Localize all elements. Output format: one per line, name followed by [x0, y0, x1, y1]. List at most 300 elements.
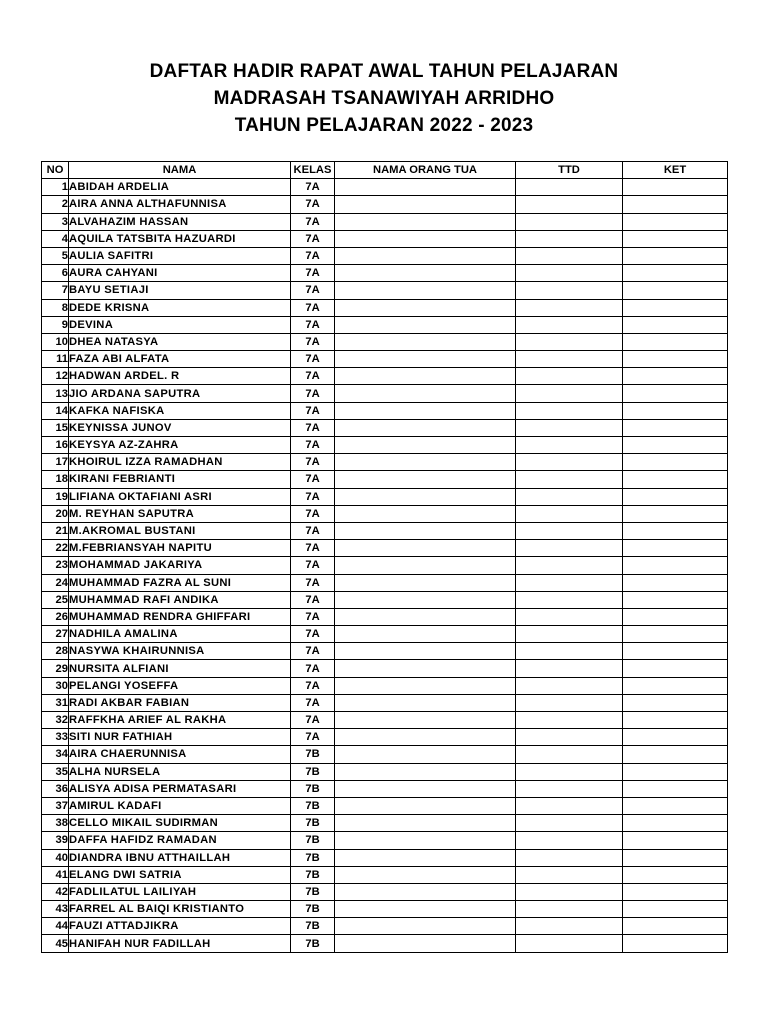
- cell-nama-orang-tua: [335, 849, 516, 866]
- cell-nama-orang-tua: [335, 901, 516, 918]
- table-row: [42, 213, 728, 230]
- cell-nama-orang-tua: [335, 522, 516, 539]
- cell-ket: [623, 522, 728, 539]
- table-row: [42, 179, 728, 196]
- cell-ket: [623, 591, 728, 608]
- cell-kelas: 7A: [291, 247, 335, 264]
- header-nama-orang-tua: NAMA ORANG TUA: [335, 162, 516, 179]
- cell-no: 25: [42, 591, 69, 608]
- cell-kelas: 7B: [291, 746, 335, 763]
- cell-nama-orang-tua: [335, 230, 516, 247]
- cell-kelas: 7A: [291, 230, 335, 247]
- cell-ket: [623, 351, 728, 368]
- cell-nama-orang-tua: [335, 677, 516, 694]
- cell-ttd: [516, 282, 623, 299]
- cell-ttd: [516, 918, 623, 935]
- cell-ttd: [516, 643, 623, 660]
- table-row: [42, 402, 728, 419]
- cell-ket: [623, 471, 728, 488]
- cell-ket: [623, 385, 728, 402]
- cell-nama-orang-tua: [335, 368, 516, 385]
- cell-nama-orang-tua: [335, 196, 516, 213]
- cell-nama: ALHA NURSELA: [69, 763, 291, 780]
- cell-nama-orang-tua: [335, 282, 516, 299]
- cell-kelas: 7B: [291, 832, 335, 849]
- cell-nama-orang-tua: [335, 402, 516, 419]
- cell-nama-orang-tua: [335, 299, 516, 316]
- cell-kelas: 7A: [291, 368, 335, 385]
- cell-ket: [623, 832, 728, 849]
- cell-ket: [623, 608, 728, 625]
- cell-kelas: 7A: [291, 402, 335, 419]
- cell-kelas: 7A: [291, 643, 335, 660]
- cell-kelas: 7B: [291, 849, 335, 866]
- cell-nama: MUHAMMAD RENDRA GHIFFARI: [69, 608, 291, 625]
- cell-nama: NADHILA AMALINA: [69, 626, 291, 643]
- table-row: [42, 196, 728, 213]
- cell-kelas: 7A: [291, 677, 335, 694]
- cell-kelas: 7A: [291, 660, 335, 677]
- cell-nama: RADI AKBAR FABIAN: [69, 694, 291, 711]
- cell-nama: AMIRUL KADAFI: [69, 797, 291, 814]
- cell-no: 33: [42, 729, 69, 746]
- cell-no: 24: [42, 574, 69, 591]
- cell-no: 18: [42, 471, 69, 488]
- table-row: [42, 935, 728, 952]
- cell-kelas: 7B: [291, 901, 335, 918]
- cell-no: 23: [42, 557, 69, 574]
- cell-nama: MUHAMMAD FAZRA AL SUNI: [69, 574, 291, 591]
- cell-nama: NURSITA ALFIANI: [69, 660, 291, 677]
- cell-no: 39: [42, 832, 69, 849]
- cell-nama-orang-tua: [335, 866, 516, 883]
- cell-kelas: 7A: [291, 557, 335, 574]
- cell-kelas: 7A: [291, 729, 335, 746]
- table-row: [42, 471, 728, 488]
- cell-nama-orang-tua: [335, 608, 516, 625]
- cell-nama-orang-tua: [335, 505, 516, 522]
- cell-ttd: [516, 488, 623, 505]
- cell-no: 14: [42, 402, 69, 419]
- cell-no: 8: [42, 299, 69, 316]
- cell-no: 34: [42, 746, 69, 763]
- cell-ttd: [516, 333, 623, 350]
- cell-no: 37: [42, 797, 69, 814]
- table-row: [42, 849, 728, 866]
- cell-ket: [623, 316, 728, 333]
- attendance-table: [41, 161, 728, 953]
- table-row: [42, 694, 728, 711]
- cell-nama: KEYNISSA JUNOV: [69, 419, 291, 436]
- cell-no: 38: [42, 815, 69, 832]
- cell-ket: [623, 643, 728, 660]
- cell-kelas: 7A: [291, 282, 335, 299]
- cell-nama: FADLILATUL LAILIYAH: [69, 883, 291, 900]
- cell-ttd: [516, 660, 623, 677]
- table-row: [42, 763, 728, 780]
- cell-nama: CELLO MIKAIL SUDIRMAN: [69, 815, 291, 832]
- cell-nama: JIO ARDANA SAPUTRA: [69, 385, 291, 402]
- cell-ttd: [516, 574, 623, 591]
- cell-no: 13: [42, 385, 69, 402]
- cell-ket: [623, 282, 728, 299]
- cell-no: 19: [42, 488, 69, 505]
- title-line-1: DAFTAR HADIR RAPAT AWAL TAHUN PELAJARAN: [149, 61, 619, 82]
- table-row: [42, 299, 728, 316]
- cell-ttd: [516, 247, 623, 264]
- cell-ttd: [516, 437, 623, 454]
- cell-ket: [623, 712, 728, 729]
- cell-nama: KIRANI FEBRIANTI: [69, 471, 291, 488]
- cell-no: 43: [42, 901, 69, 918]
- cell-ttd: [516, 471, 623, 488]
- cell-ket: [623, 918, 728, 935]
- table-row: [42, 729, 728, 746]
- cell-ket: [623, 179, 728, 196]
- cell-nama: MOHAMMAD JAKARIYA: [69, 557, 291, 574]
- cell-nama-orang-tua: [335, 437, 516, 454]
- cell-nama: ABIDAH ARDELIA: [69, 179, 291, 196]
- cell-ket: [623, 299, 728, 316]
- cell-no: 36: [42, 780, 69, 797]
- table-row: [42, 574, 728, 591]
- cell-kelas: 7A: [291, 454, 335, 471]
- cell-no: 9: [42, 316, 69, 333]
- cell-ket: [623, 505, 728, 522]
- table-row: [42, 746, 728, 763]
- table-row: [42, 230, 728, 247]
- table-row: [42, 918, 728, 935]
- cell-ket: [623, 213, 728, 230]
- cell-ttd: [516, 505, 623, 522]
- cell-ket: [623, 196, 728, 213]
- cell-ket: [623, 488, 728, 505]
- cell-kelas: 7A: [291, 437, 335, 454]
- cell-kelas: 7A: [291, 608, 335, 625]
- cell-nama-orang-tua: [335, 179, 516, 196]
- cell-kelas: 7A: [291, 213, 335, 230]
- document-title: [0, 58, 768, 139]
- cell-nama: DIANDRA IBNU ATTHAILLAH: [69, 849, 291, 866]
- cell-ttd: [516, 368, 623, 385]
- cell-no: 17: [42, 454, 69, 471]
- cell-ket: [623, 815, 728, 832]
- title-line-3: TAHUN PELAJARAN 2022 - 2023: [234, 115, 534, 136]
- cell-no: 5: [42, 247, 69, 264]
- cell-kelas: 7B: [291, 935, 335, 952]
- cell-ket: [623, 419, 728, 436]
- cell-no: 35: [42, 763, 69, 780]
- table-row: [42, 866, 728, 883]
- table-row: [42, 282, 728, 299]
- cell-nama-orang-tua: [335, 729, 516, 746]
- table-row: [42, 712, 728, 729]
- cell-ttd: [516, 402, 623, 419]
- cell-nama-orang-tua: [335, 333, 516, 350]
- cell-ttd: [516, 213, 623, 230]
- cell-ket: [623, 729, 728, 746]
- cell-ttd: [516, 849, 623, 866]
- cell-nama-orang-tua: [335, 574, 516, 591]
- cell-nama-orang-tua: [335, 643, 516, 660]
- table-row: [42, 316, 728, 333]
- title-line-2: MADRASAH TSANAWIYAH ARRIDHO: [213, 88, 555, 109]
- table-body: [42, 179, 728, 952]
- cell-ttd: [516, 935, 623, 952]
- cell-kelas: 7A: [291, 316, 335, 333]
- cell-nama-orang-tua: [335, 712, 516, 729]
- cell-ttd: [516, 626, 623, 643]
- cell-nama-orang-tua: [335, 694, 516, 711]
- cell-no: 44: [42, 918, 69, 935]
- cell-kelas: 7B: [291, 797, 335, 814]
- cell-kelas: 7A: [291, 626, 335, 643]
- cell-no: 4: [42, 230, 69, 247]
- table-row: [42, 883, 728, 900]
- cell-nama: DEDE KRISNA: [69, 299, 291, 316]
- cell-ket: [623, 901, 728, 918]
- table-row: [42, 540, 728, 557]
- cell-nama-orang-tua: [335, 591, 516, 608]
- cell-nama-orang-tua: [335, 660, 516, 677]
- cell-ttd: [516, 746, 623, 763]
- cell-no: 42: [42, 883, 69, 900]
- cell-ttd: [516, 230, 623, 247]
- table-row: [42, 832, 728, 849]
- cell-ket: [623, 763, 728, 780]
- cell-nama: ALISYA ADISA PERMATASARI: [69, 780, 291, 797]
- cell-kelas: 7B: [291, 883, 335, 900]
- cell-no: 41: [42, 866, 69, 883]
- cell-ttd: [516, 729, 623, 746]
- cell-ttd: [516, 866, 623, 883]
- cell-ttd: [516, 265, 623, 282]
- cell-nama-orang-tua: [335, 557, 516, 574]
- cell-kelas: 7A: [291, 712, 335, 729]
- table-row: [42, 901, 728, 918]
- cell-nama: KAFKA NAFISKA: [69, 402, 291, 419]
- cell-kelas: 7A: [291, 265, 335, 282]
- cell-kelas: 7A: [291, 179, 335, 196]
- cell-ket: [623, 746, 728, 763]
- cell-nama: LIFIANA OKTAFIANI ASRI: [69, 488, 291, 505]
- cell-nama: DHEA NATASYA: [69, 333, 291, 350]
- header-no: NO: [42, 162, 69, 179]
- table-row: [42, 815, 728, 832]
- cell-nama-orang-tua: [335, 316, 516, 333]
- cell-nama-orang-tua: [335, 454, 516, 471]
- cell-nama: ALVAHAZIM HASSAN: [69, 213, 291, 230]
- cell-ket: [623, 849, 728, 866]
- cell-ttd: [516, 299, 623, 316]
- header-ket: KET: [623, 162, 728, 179]
- cell-ttd: [516, 832, 623, 849]
- cell-ket: [623, 437, 728, 454]
- table-row: [42, 660, 728, 677]
- cell-nama: M. REYHAN SAPUTRA: [69, 505, 291, 522]
- cell-kelas: 7A: [291, 385, 335, 402]
- table-row: [42, 419, 728, 436]
- cell-kelas: 7A: [291, 196, 335, 213]
- cell-ttd: [516, 522, 623, 539]
- cell-ttd: [516, 780, 623, 797]
- cell-nama-orang-tua: [335, 883, 516, 900]
- cell-kelas: 7A: [291, 299, 335, 316]
- cell-nama-orang-tua: [335, 935, 516, 952]
- cell-ttd: [516, 815, 623, 832]
- cell-no: 10: [42, 333, 69, 350]
- cell-nama: M.FEBRIANSYAH NAPITU: [69, 540, 291, 557]
- cell-nama: KEYSYA AZ-ZAHRA: [69, 437, 291, 454]
- cell-no: 3: [42, 213, 69, 230]
- table-row: [42, 677, 728, 694]
- cell-ttd: [516, 608, 623, 625]
- cell-no: 27: [42, 626, 69, 643]
- cell-kelas: 7A: [291, 522, 335, 539]
- cell-ket: [623, 574, 728, 591]
- cell-nama-orang-tua: [335, 419, 516, 436]
- cell-nama-orang-tua: [335, 540, 516, 557]
- cell-nama: SITI NUR FATHIAH: [69, 729, 291, 746]
- cell-ttd: [516, 385, 623, 402]
- cell-ket: [623, 557, 728, 574]
- cell-ket: [623, 333, 728, 350]
- cell-ttd: [516, 694, 623, 711]
- cell-nama: AIRA ANNA ALTHAFUNNISA: [69, 196, 291, 213]
- cell-kelas: 7B: [291, 866, 335, 883]
- cell-nama-orang-tua: [335, 213, 516, 230]
- table-row: [42, 557, 728, 574]
- cell-no: 16: [42, 437, 69, 454]
- cell-no: 29: [42, 660, 69, 677]
- cell-nama: RAFFKHA ARIEF AL RAKHA: [69, 712, 291, 729]
- cell-ttd: [516, 901, 623, 918]
- table-row: [42, 454, 728, 471]
- cell-ttd: [516, 316, 623, 333]
- cell-nama-orang-tua: [335, 385, 516, 402]
- cell-ket: [623, 230, 728, 247]
- cell-kelas: 7A: [291, 694, 335, 711]
- cell-no: 15: [42, 419, 69, 436]
- cell-nama: AURA CAHYANI: [69, 265, 291, 282]
- cell-nama: AQUILA TATSBITA HAZUARDI: [69, 230, 291, 247]
- cell-ket: [623, 626, 728, 643]
- cell-no: 30: [42, 677, 69, 694]
- cell-nama-orang-tua: [335, 832, 516, 849]
- cell-ttd: [516, 677, 623, 694]
- cell-no: 6: [42, 265, 69, 282]
- table-row: [42, 608, 728, 625]
- table-row: [42, 488, 728, 505]
- table-row: [42, 643, 728, 660]
- cell-kelas: 7B: [291, 815, 335, 832]
- table-row: [42, 265, 728, 282]
- cell-nama: HANIFAH NUR FADILLAH: [69, 935, 291, 952]
- cell-nama-orang-tua: [335, 247, 516, 264]
- cell-no: 2: [42, 196, 69, 213]
- cell-ttd: [516, 454, 623, 471]
- cell-no: 32: [42, 712, 69, 729]
- cell-nama: AIRA CHAERUNNISA: [69, 746, 291, 763]
- cell-ket: [623, 454, 728, 471]
- cell-no: 21: [42, 522, 69, 539]
- cell-kelas: 7B: [291, 780, 335, 797]
- cell-kelas: 7A: [291, 471, 335, 488]
- cell-ket: [623, 402, 728, 419]
- cell-nama: DEVINA: [69, 316, 291, 333]
- cell-nama-orang-tua: [335, 815, 516, 832]
- cell-no: 1: [42, 179, 69, 196]
- header-nama: NAMA: [69, 162, 291, 179]
- cell-nama: BAYU SETIAJI: [69, 282, 291, 299]
- table-row: [42, 333, 728, 350]
- table-row: [42, 780, 728, 797]
- cell-ket: [623, 540, 728, 557]
- cell-no: 40: [42, 849, 69, 866]
- table-row: [42, 591, 728, 608]
- cell-no: 11: [42, 351, 69, 368]
- cell-nama-orang-tua: [335, 626, 516, 643]
- table-row: [42, 368, 728, 385]
- cell-nama-orang-tua: [335, 471, 516, 488]
- cell-kelas: 7A: [291, 333, 335, 350]
- cell-ttd: [516, 591, 623, 608]
- table-row: [42, 385, 728, 402]
- cell-nama-orang-tua: [335, 763, 516, 780]
- cell-ket: [623, 265, 728, 282]
- cell-ket: [623, 660, 728, 677]
- cell-nama: ELANG DWI SATRIA: [69, 866, 291, 883]
- cell-nama-orang-tua: [335, 351, 516, 368]
- cell-kelas: 7A: [291, 351, 335, 368]
- cell-nama-orang-tua: [335, 265, 516, 282]
- cell-ttd: [516, 797, 623, 814]
- cell-no: 22: [42, 540, 69, 557]
- cell-nama-orang-tua: [335, 746, 516, 763]
- cell-kelas: 7A: [291, 419, 335, 436]
- cell-ttd: [516, 557, 623, 574]
- cell-kelas: 7B: [291, 918, 335, 935]
- cell-nama: HADWAN ARDEL. R: [69, 368, 291, 385]
- cell-nama-orang-tua: [335, 797, 516, 814]
- cell-nama: M.AKROMAL BUSTANI: [69, 522, 291, 539]
- cell-ttd: [516, 540, 623, 557]
- cell-kelas: 7A: [291, 540, 335, 557]
- cell-kelas: 7A: [291, 574, 335, 591]
- cell-no: 20: [42, 505, 69, 522]
- cell-ttd: [516, 351, 623, 368]
- cell-kelas: 7A: [291, 591, 335, 608]
- table-row: [42, 247, 728, 264]
- cell-ttd: [516, 196, 623, 213]
- cell-kelas: 7A: [291, 505, 335, 522]
- table-row: [42, 797, 728, 814]
- cell-kelas: 7B: [291, 763, 335, 780]
- cell-ket: [623, 797, 728, 814]
- table-row: [42, 522, 728, 539]
- cell-ket: [623, 935, 728, 952]
- cell-nama-orang-tua: [335, 918, 516, 935]
- cell-ket: [623, 866, 728, 883]
- table-row: [42, 626, 728, 643]
- cell-ttd: [516, 712, 623, 729]
- table-header-row: [42, 162, 728, 179]
- cell-no: 26: [42, 608, 69, 625]
- cell-nama: AULIA SAFITRI: [69, 247, 291, 264]
- header-kelas: KELAS: [291, 162, 335, 179]
- cell-ket: [623, 780, 728, 797]
- cell-no: 7: [42, 282, 69, 299]
